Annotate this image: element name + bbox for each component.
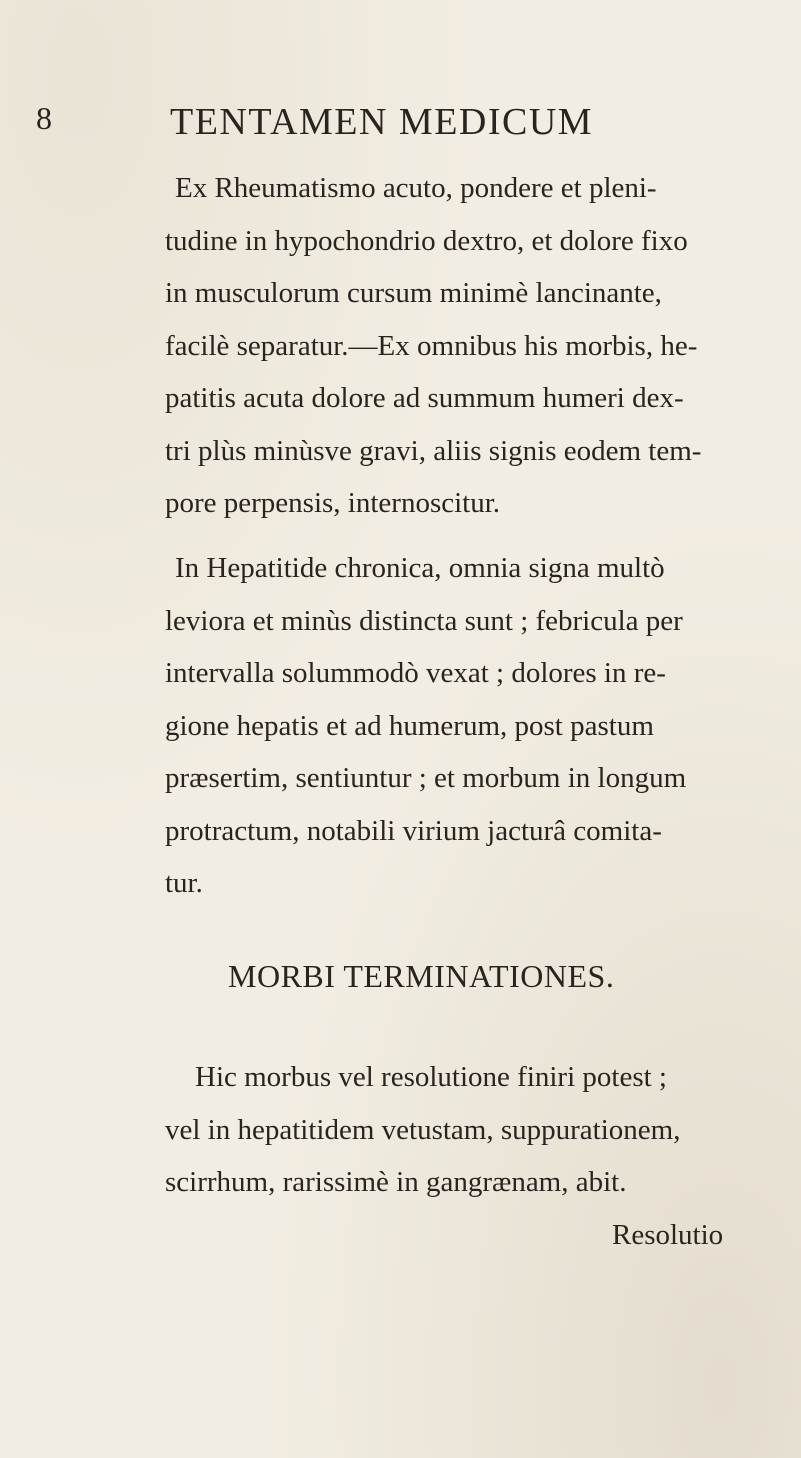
section-heading [0, 958, 801, 1004]
text-line: tri plùs minùsve gravi, aliis signis eodem tem- [165, 434, 702, 467]
text-line: intervalla solummodò vexat ; dolores in re- [165, 657, 666, 689]
text-line: scirrhum, rarissimè in gangrænam, abit. [165, 1166, 627, 1198]
text-line: Hic morbus vel resolutione finiri potest ; [195, 1061, 667, 1093]
text-line: tudine in hypochondrio dextro, et dolore fixo [165, 224, 688, 257]
text-line: protractum, notabili virium jacturâ comita- [165, 814, 662, 847]
text-line: In Hepatitide chronica, omnia signa multò [175, 552, 665, 584]
text-line: pore perpensis, internoscitur. [165, 487, 501, 519]
text-line: leviora et minùs distincta sunt ; febricula per [165, 604, 683, 637]
catchword: Resolutio [612, 1219, 724, 1251]
text-line: patitis acuta dolore ad summum humeri dex- [165, 382, 684, 414]
paragraph-terminationes [165, 1051, 775, 1209]
running-head [0, 100, 801, 150]
text-line: in musculorum cursum minimè lancinante, [165, 277, 662, 309]
text-line: vel in hepatitidem vetustam, suppurationem, [165, 1113, 681, 1146]
section-heading-text: MORBI TERMINATIONES. [228, 958, 615, 994]
text-line: Ex Rheumatismo acuto, pondere et pleni- [175, 172, 657, 204]
page-number: 8 [36, 100, 52, 136]
paragraph-hepatitide-chronica [165, 542, 775, 910]
paragraph-rheumatismo [165, 162, 775, 530]
text-line: gione hepatis et ad humerum, post pastum [165, 709, 654, 742]
text-line: facilè separatur.—Ex omnibus his morbis, he- [165, 329, 698, 362]
text-line: tur. [165, 867, 203, 899]
running-head-title: TENTAMEN MEDICUM [170, 101, 594, 143]
text-line: præsertim, sentiuntur ; et morbum in longum [165, 762, 687, 794]
